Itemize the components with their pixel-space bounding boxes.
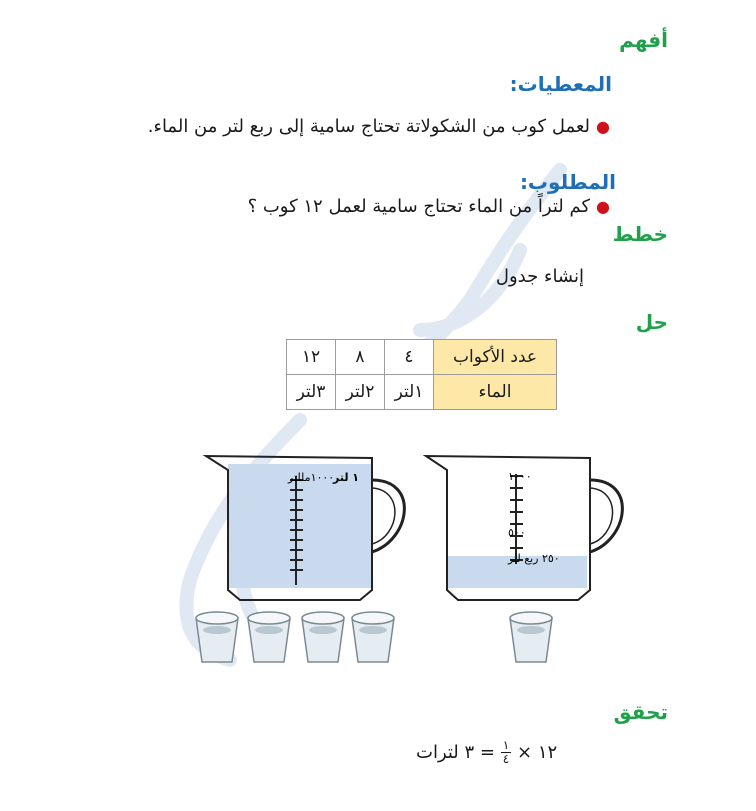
jug-label-liter: ١ لتر <box>332 471 360 484</box>
required-line <box>248 196 610 217</box>
check-equation <box>416 739 557 766</box>
heading-solve: حل <box>635 310 668 334</box>
heading-check: تحقق <box>613 700 668 724</box>
glass-icon <box>248 612 290 662</box>
table-cell: ٢لتر <box>336 375 385 410</box>
given-line <box>148 116 610 137</box>
given-text: لعمل كوب من الشكولاتة تحتاج سامية إلى ربع لتر من الماء. <box>147 116 591 137</box>
glass-icon <box>510 612 552 662</box>
fraction-denominator: ٤ <box>502 752 510 766</box>
measuring-jug-quarter <box>426 456 622 600</box>
jug-label-500: ٥٠٠ <box>508 526 526 539</box>
equation-right: = ٣ لترات <box>416 742 495 763</box>
jug-label-1000: ١٠٠٠ <box>508 470 532 483</box>
bullet-icon: ● <box>596 117 610 136</box>
glass-icon <box>302 612 344 662</box>
required-text: كم لتراً من الماء تحتاج سامية لعمل ١٢ كوب ؟ <box>247 196 591 217</box>
equation-left: ١٢ × <box>517 742 558 763</box>
table-header-cups: عدد الأكواب <box>434 340 557 375</box>
table-cell: ١٢ <box>287 340 336 375</box>
table-header-water: الماء <box>434 375 557 410</box>
heading-plan: خطط <box>612 222 668 246</box>
bullet-icon: ● <box>596 197 610 216</box>
heading-required: المطلوب: <box>519 170 616 194</box>
measuring-jug-full <box>206 456 404 600</box>
glasses-row <box>196 612 552 662</box>
glass-icon <box>352 612 394 662</box>
table-row <box>287 375 557 410</box>
jugs-illustration <box>0 440 756 680</box>
fraction <box>501 739 511 766</box>
table-row <box>287 340 557 375</box>
heading-understand: أفهم <box>619 28 668 52</box>
table-cell: ٨ <box>336 340 385 375</box>
jug-label-quarter: ٢٥٠ ربع لتر <box>508 552 560 565</box>
glass-icon <box>196 612 238 662</box>
jug-label-ml: ١٠٠٠مللتر <box>288 471 335 484</box>
fraction-numerator: ١ <box>502 738 510 752</box>
data-table <box>286 339 557 410</box>
heading-given: المعطيات: <box>509 72 612 96</box>
plan-text: إنشاء جدول <box>495 266 584 287</box>
table-cell: ٣لتر <box>287 375 336 410</box>
table-cell: ١لتر <box>385 375 434 410</box>
table-cell: ٤ <box>385 340 434 375</box>
